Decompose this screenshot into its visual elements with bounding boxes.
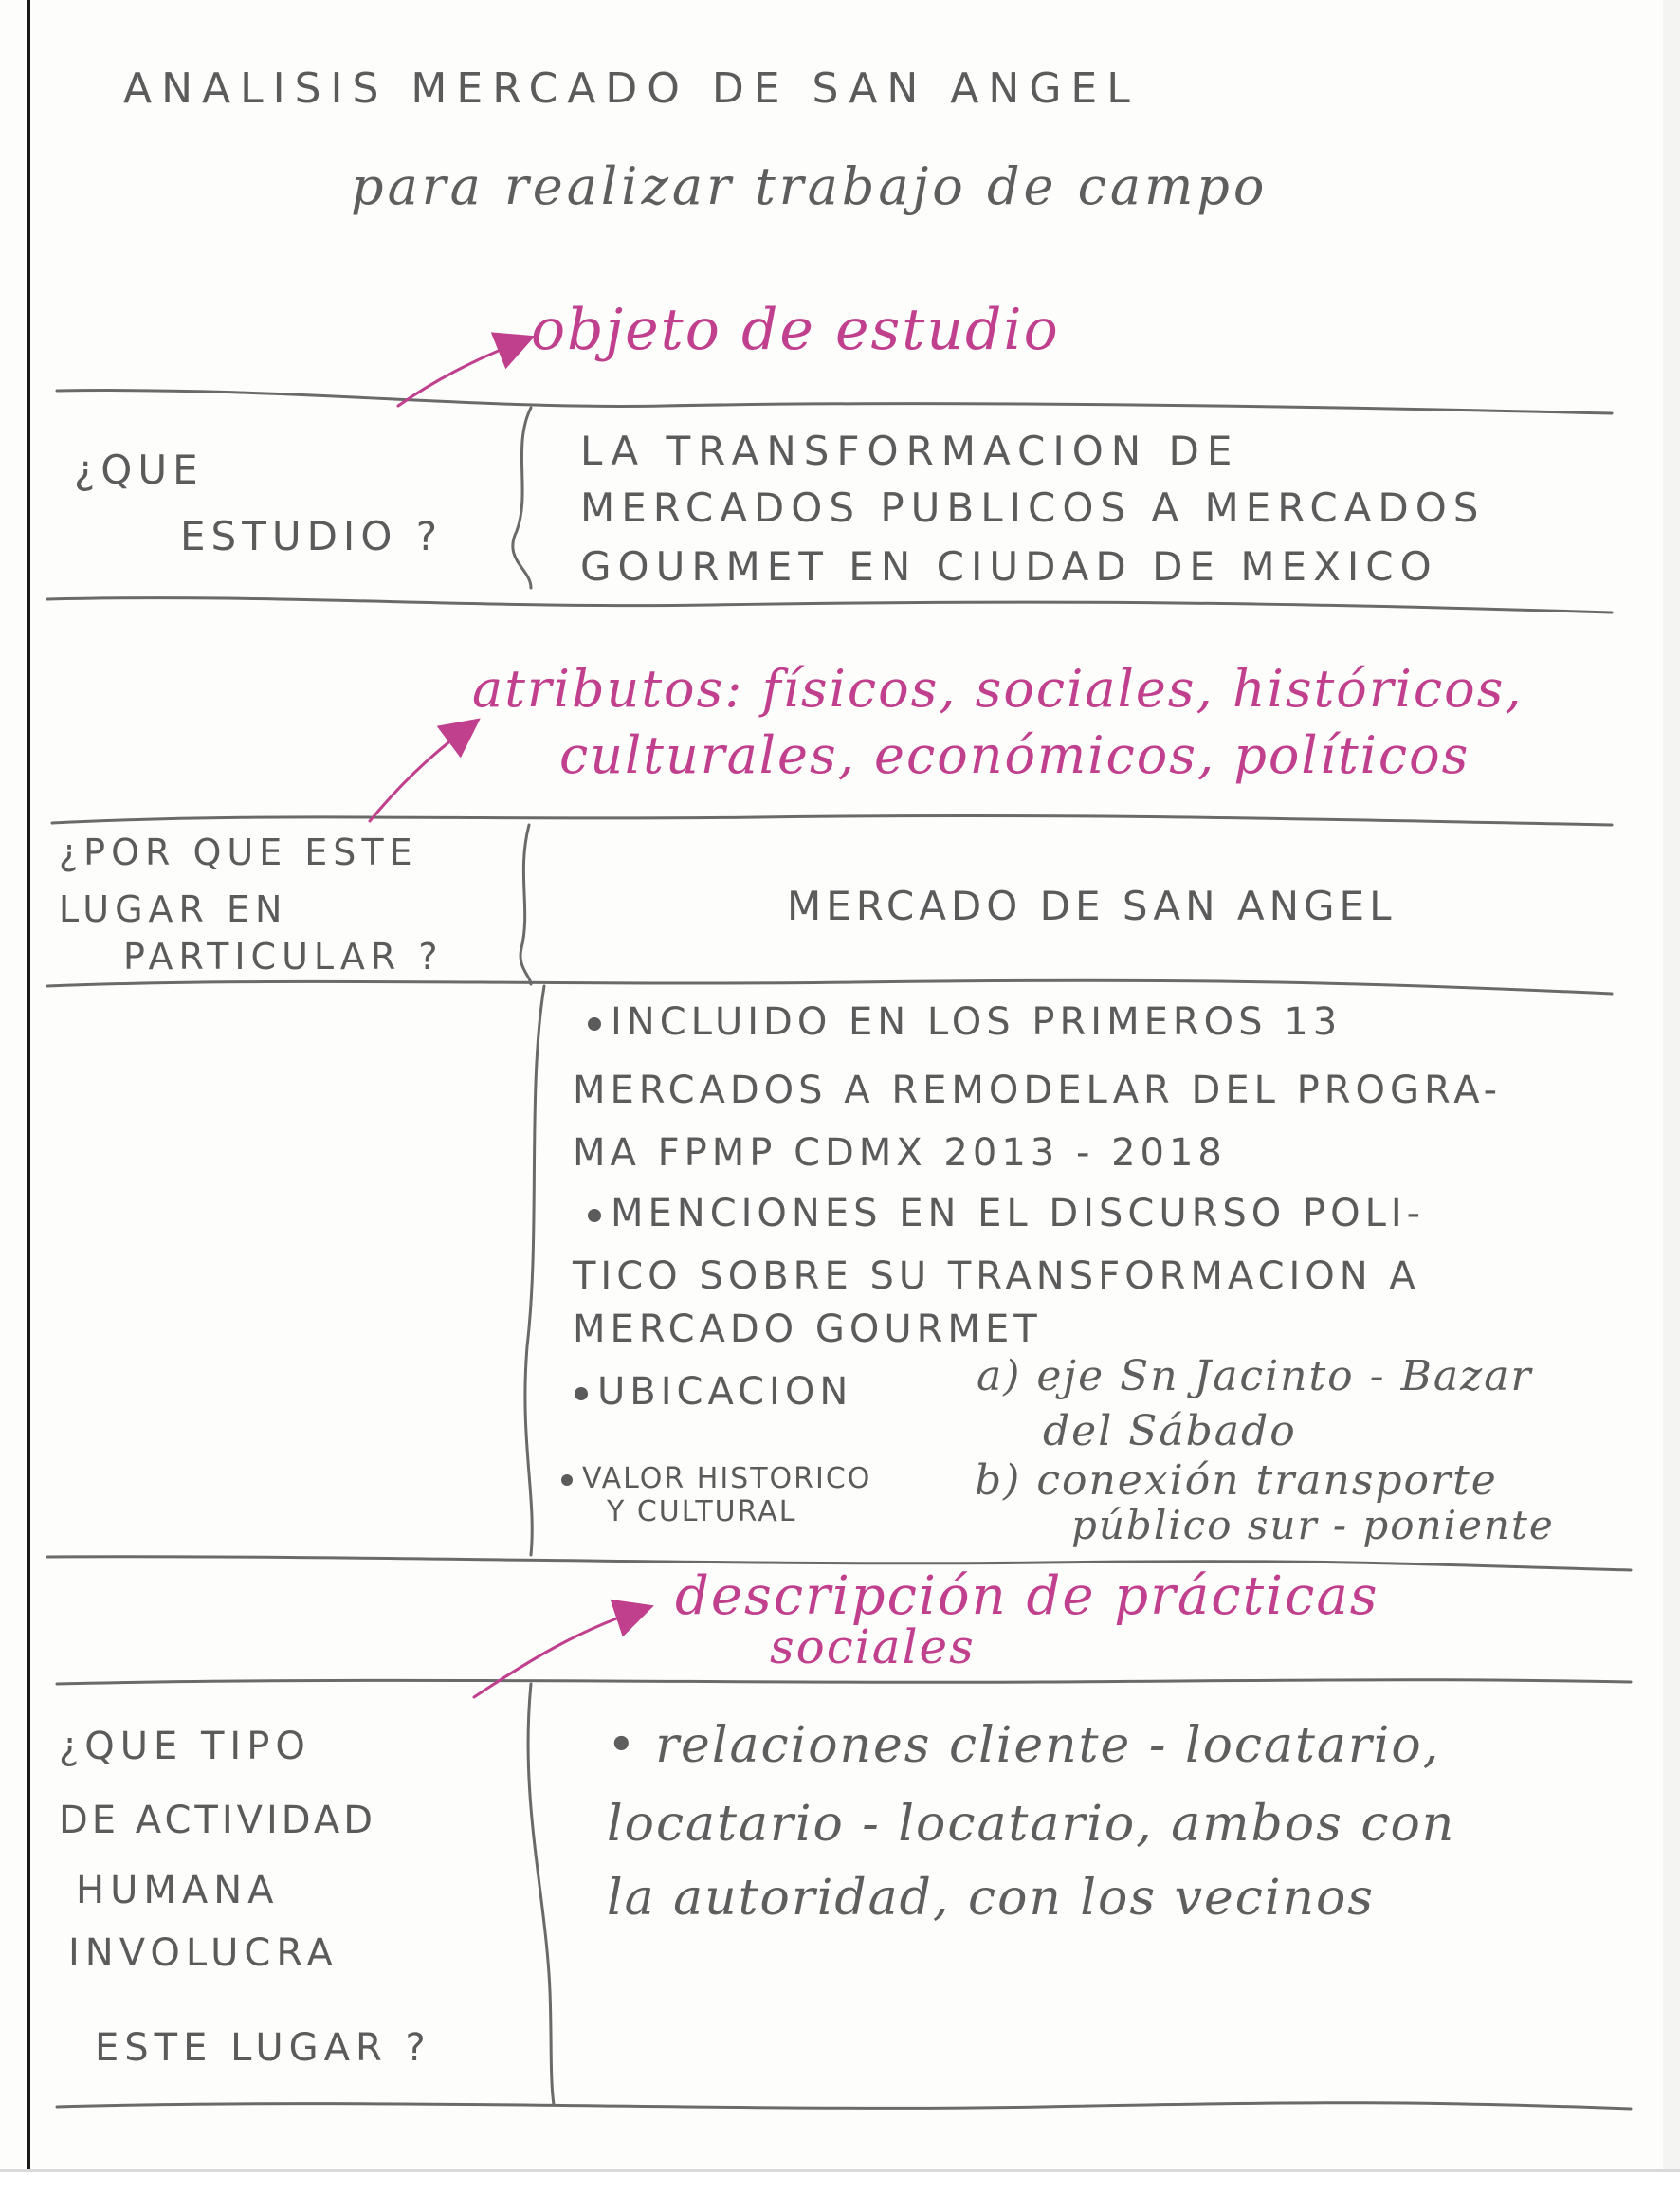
annotation-descripcion-line-2: sociales	[770, 1619, 976, 1674]
answer-actividad-line-2: locatario - locatario, ambos con	[607, 1796, 1456, 1853]
answer-actividad-line-3: la autoridad, con los vecinos	[607, 1870, 1375, 1927]
question-por-que-line-2: LUGAR EN	[59, 888, 288, 930]
column-divider-2	[520, 825, 531, 984]
annotation-descripcion-line-1: descripción de prácticas	[675, 1565, 1379, 1627]
divider-line-6	[57, 1680, 1631, 1684]
bullet-valor-line-2: Y CULTURAL	[607, 1495, 797, 1528]
divider-line-2	[47, 598, 1612, 612]
sub-item-b-line-1: b) conexión transporte	[975, 1456, 1498, 1505]
answer-objeto-line-1: LA TRANSFORMACION DE	[580, 428, 1240, 474]
bullet-dot-icon	[561, 1474, 573, 1486]
column-divider-4	[528, 1684, 554, 2105]
answer-objeto-line-3: GOURMET EN CIUDAD DE MEXICO	[580, 543, 1438, 590]
question-tipo-line-3: HUMANA	[76, 1869, 280, 1912]
bullet-ubicacion-label: UBICACION	[597, 1370, 853, 1414]
question-que-line-1: ¿QUE	[74, 447, 204, 493]
arrow-objeto	[398, 343, 517, 406]
bullet-menciones-line-3: MERCADO GOURMET	[573, 1307, 1042, 1351]
answer-actividad-line-1: • relaciones cliente - locatario,	[607, 1717, 1441, 1774]
sub-item-b-line-2: público sur - poniente	[1071, 1502, 1555, 1548]
bullet-incluido-line-3: MA FPMP CDMX 2013 - 2018	[573, 1131, 1227, 1175]
annotation-atributos-line-1: atributos: físicos, sociales, históricos,	[472, 659, 1524, 719]
arrow-descripcion	[474, 1612, 635, 1697]
bullet-dot-icon	[575, 1387, 588, 1400]
bullet-ubicacion	[575, 1370, 853, 1414]
answer-objeto-line-2: MERCADOS PUBLICOS A MERCADOS	[580, 484, 1486, 531]
bullet-incluido-line-1: INCLUIDO EN LOS PRIMEROS 13	[611, 1000, 1342, 1044]
question-tipo-line-1: ¿QUE TIPO	[59, 1725, 311, 1768]
question-que-line-2: ESTUDIO ?	[180, 513, 444, 559]
bullet-incluido-line-2: MERCADOS A REMODELAR DEL PROGRA-	[573, 1069, 1503, 1112]
column-divider-3	[525, 986, 544, 1555]
question-por-que-line-1: ¿POR QUE ESTE	[59, 832, 418, 873]
scan-bottom-margin	[0, 2169, 1680, 2212]
answer-lugar: MERCADO DE SAN ANGEL	[787, 883, 1397, 929]
bullet-menciones-line-1: MENCIONES EN EL DISCURSO POLI-	[611, 1192, 1426, 1235]
bullet-valor-line-1: VALOR HISTORICO	[582, 1462, 872, 1495]
bullet-dot-icon	[588, 1209, 601, 1222]
sub-item-a-line-1: a) eje Sn Jacinto - Bazar	[977, 1352, 1533, 1400]
bullet-menciones-line-2: TICO SOBRE SU TRANSFORMACION A	[573, 1254, 1420, 1298]
title-line-2: para realizar trabajo de campo	[351, 156, 1269, 216]
annotation-objeto-de-estudio: objeto de estudio	[531, 297, 1060, 363]
question-tipo-line-5: ESTE LUGAR ?	[95, 2026, 431, 2070]
divider-line-4	[47, 980, 1612, 994]
divider-line-7	[57, 2103, 1631, 2109]
column-divider-1	[513, 408, 531, 588]
question-tipo-line-2: DE ACTIVIDAD	[59, 1799, 377, 1842]
title-line-1: ANALISIS MERCADO DE SAN ANGEL	[123, 64, 1140, 113]
divider-line-3	[52, 815, 1612, 825]
arrow-atributos	[370, 730, 465, 821]
annotation-atributos-line-2: culturales, económicos, políticos	[559, 725, 1470, 785]
bullet-incluido	[588, 1000, 1342, 1044]
divider-line-1	[57, 391, 1612, 413]
sub-item-a-line-2: del Sábado	[1043, 1407, 1297, 1455]
question-tipo-line-4: INVOLUCRA	[68, 1931, 338, 1975]
bullet-dot-icon	[588, 1017, 601, 1031]
bullet-menciones	[588, 1192, 1426, 1235]
question-por-que-line-3: PARTICULAR ?	[123, 936, 444, 978]
bullet-valor	[561, 1462, 872, 1495]
